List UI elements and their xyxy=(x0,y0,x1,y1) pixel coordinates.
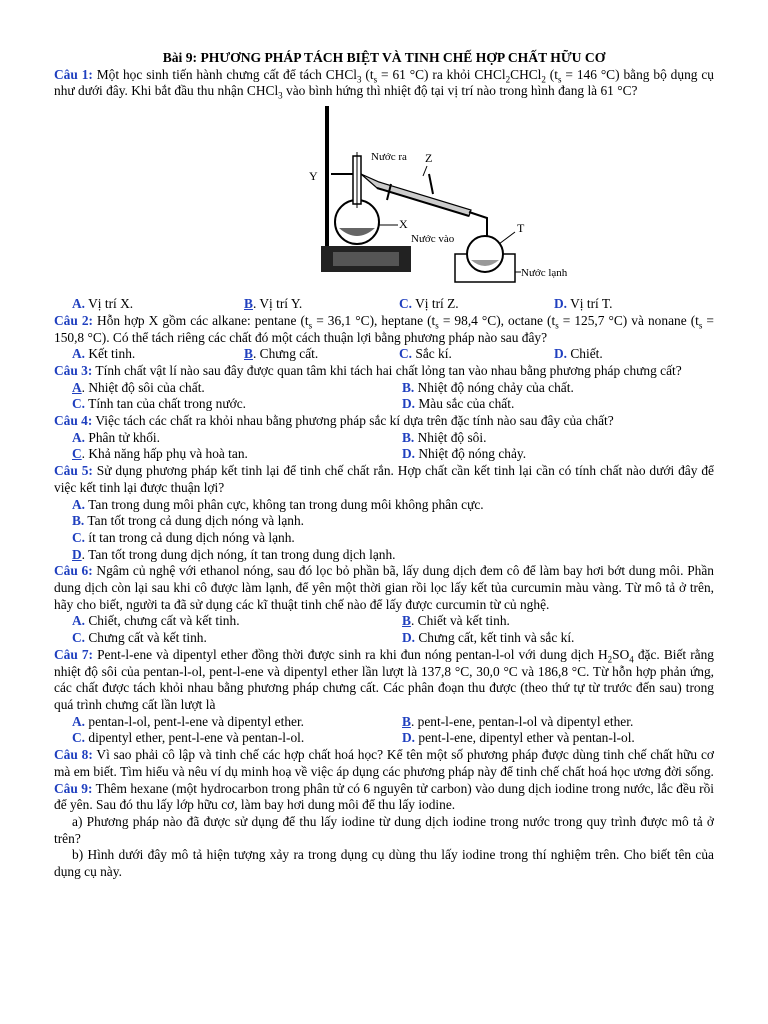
q6-options xyxy=(54,613,714,646)
option-b[interactable]: B. pent-l-ene, pentan-l-ol và dipentyl ether. xyxy=(402,713,634,729)
label-y: Y xyxy=(309,169,318,184)
page-title: Bài 9: PHƯƠNG PHÁP TÁCH BIỆT VÀ TINH CHẾ HỢP CHẤT HỮU CƠ xyxy=(162,50,606,65)
option-c[interactable]: C. Sắc kí. xyxy=(399,346,452,362)
option-b[interactable]: B. Chưng cất. xyxy=(244,346,319,362)
option-b[interactable]: B. Vị trí Y. xyxy=(244,296,303,312)
option-d[interactable]: D. Chiết. xyxy=(554,346,603,362)
option-a[interactable]: A. Phân tử khối. xyxy=(72,429,160,445)
question-1: Câu 1: Một học sinh tiến hành chưng cất để tách CHCl$_3$ ($t_s = 61$ °C) ra khỏi CHCl$_2$CHCl$_2$ ($t_s = 146$ °C) bằng bộ dụng cụ như dưới đây. Khi bắt đầu thu nhận CHCl$_3$ vào bình hứng thì nhiệt độ tại vị trí nào trong hình đang là 61 °C? xyxy=(54,66,714,102)
q2-options xyxy=(54,346,714,363)
option-c[interactable]: C. Vị trí Z. xyxy=(399,296,459,312)
question-9b: b) Hình dưới đây mô tả hiện tượng xảy ra trong dụng cụ dùng thu lấy iodine trong thí nghiệm trên. Cho biết tên của dụng cụ này. xyxy=(54,847,714,880)
receiver-flask xyxy=(467,236,503,272)
option-c[interactable]: C. Khả năng hấp phụ và hoà tan. xyxy=(72,446,248,462)
option-b[interactable]: B. Tan tốt trong cả dung dịch nóng và lạnh. xyxy=(72,513,304,529)
question-3: Câu 3: Tính chất vật lí nào sau đây được quan tâm khi tách hai chất lỏng tan vào nhau bằng phương pháp chưng cất? xyxy=(54,362,682,378)
question-7: Câu 7: Pent-l-ene và dipentyl ether đồng thời được sinh ra khi đun nóng pentan-l-ol với dung dịch $H_2SO_4$ đặc. Biết rằng nhiệt độ sôi của pentan-l-ol, pent-l-ene và dipentyl ether lần lượt là 137,8 °C, 30,0 °C và 186,8 °C. Từ hỗn hợp phản ứng, các chất được tách khỏi nhau bằng phương pháp chưng cất. Các phân đoạn thu được (theo thứ tự từ trước đến sau) trong quá trình chưng cất lần lượt là xyxy=(54,646,714,712)
q5-options xyxy=(54,497,714,564)
option-b[interactable]: B. Nhiệt độ sôi. xyxy=(402,429,487,445)
option-b[interactable]: B. Nhiệt độ nóng chảy của chất. xyxy=(402,379,574,395)
distillation-diagram xyxy=(259,104,589,289)
label-z: Z xyxy=(425,151,433,166)
option-c[interactable]: C. Tính tan của chất trong nước. xyxy=(72,396,246,412)
question-9: Câu 9: Thêm hexane (một hydrocarbon trong phân tử có 6 nguyên tử carbon) vào dung dịch iodine trong nước, lắc đều rồi để yên. Sau đó thu lấy lớp hữu cơ, làm bay hơi dung môi để thu lấy iodine. xyxy=(54,780,714,813)
option-d[interactable]: D. Nhiệt độ nóng chảy. xyxy=(402,446,527,462)
option-a[interactable]: A. Nhiệt độ sôi của chất. xyxy=(72,379,205,395)
question-8: Câu 8: Vì sao phải cô lập và tinh chế các hợp chất hoá học? Kể tên một số phương pháp được dùng tinh chế chất hữu cơ mà em biết. Tìm hiểu và nêu ví dụ minh hoạ về việc áp dụng các phương pháp này để tinh chế chất hoá học ương đời sống. xyxy=(54,747,714,779)
option-a[interactable]: A. Kết tinh. xyxy=(72,346,136,362)
option-a[interactable]: A. Vị trí X. xyxy=(72,296,134,312)
q1-options xyxy=(54,296,714,313)
question-label: Câu 1: xyxy=(54,66,93,82)
option-a[interactable]: A. Chiết, chưng cất và kết tinh. xyxy=(72,613,240,629)
question-4: Câu 4: Việc tách các chất ra khỏi nhau bằng phương pháp sắc kí dựa trên đặc tính nào sau đây của chất? xyxy=(54,413,614,429)
label-x: X xyxy=(399,217,408,232)
option-d[interactable]: D. pent-l-ene, dipentyl ether và pentan-l-ol. xyxy=(402,730,635,746)
option-c[interactable]: C. ít tan trong cả dung dịch nóng và lạnh. xyxy=(72,529,295,545)
question-2: Câu 2: Hỗn hợp X gồm các alkane: pentane ($t_s = 36,1$ °C), heptane ($t_s = 98,4$ °C), octane ($t_s = 125,7$ °C) và nonane ($t_s = 150,8$ °C). Có thể tách riêng các chất đó một cách thuận lợi bằng phương pháp nào sau đây? xyxy=(54,312,714,345)
option-a[interactable]: A. pentan-l-ol, pent-l-ene và dipentyl ether. xyxy=(72,713,305,729)
option-d[interactable]: D. Tan tốt trong dung dịch nóng, ít tan trong dung dịch lạnh. xyxy=(72,546,396,562)
option-d[interactable]: D. Vị trí T. xyxy=(554,296,613,312)
q4-options xyxy=(54,430,714,463)
option-b[interactable]: B. Chiết và kết tinh. xyxy=(402,613,510,629)
option-c[interactable]: C. Chưng cất và kết tinh. xyxy=(72,630,207,646)
question-9a: a) Phương pháp nào đã được sử dụng để thu lấy iodine từ dung dịch iodine trong nước trong quy trình được mô tả ở trên? xyxy=(54,813,714,846)
distillation-apparatus-figure xyxy=(54,100,714,296)
condenser xyxy=(361,174,471,216)
question-5: Câu 5: Sử dụng phương pháp kết tinh lại để tinh chế chất rắn. Hợp chất cần kết tinh lại cần có tính chất nào dưới đây để việc kết tinh lại được thuận lợi? xyxy=(54,463,714,495)
option-c[interactable]: C. dipentyl ether, pent-l-ene và pentan-l-ol. xyxy=(72,730,305,746)
label-nuoc-ra: Nước ra xyxy=(371,151,407,164)
q7-options xyxy=(54,714,714,747)
option-d[interactable]: D. Màu sắc của chất. xyxy=(402,396,515,412)
q3-options xyxy=(54,380,714,413)
label-t: T xyxy=(517,221,525,236)
question-6: Câu 6: Ngâm củ nghệ với ethanol nóng, sau đó lọc bỏ phần bã, lấy dung dịch đem cô để làm bay hơi bớt dung môi. Phần dung dịch còn lại sau khi cô được làm lạnh, để yên một thời gian rồi lọc lấy kết tủa curcumin màu vàng. Từ mô tả ở trên, hãy cho biết, người ta đã sử dụng các kĩ thuật tinh chế nào để lấy được curcumin từ củ nghệ. xyxy=(54,563,714,612)
option-d[interactable]: D. Chưng cất, kết tinh và sắc kí. xyxy=(402,630,575,646)
label-nuoc-lanh: Nước lạnh xyxy=(521,267,568,280)
option-a[interactable]: A. Tan trong dung môi phân cực, không tan trong dung môi không phân cực. xyxy=(72,496,484,512)
label-nuoc-vao: Nước vào xyxy=(411,233,455,246)
